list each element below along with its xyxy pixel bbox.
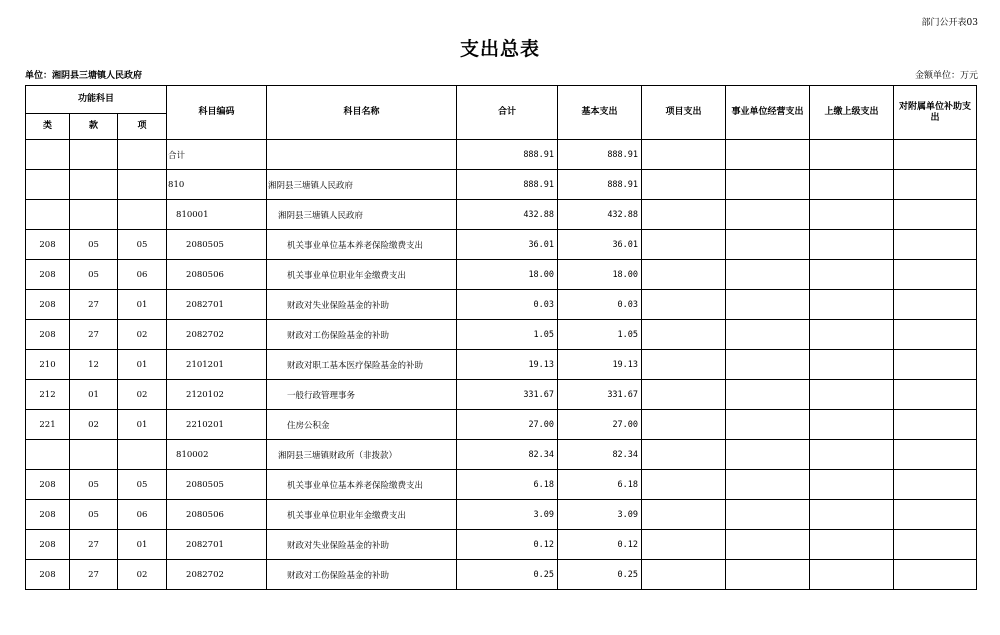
cell-business [726, 470, 810, 500]
cell-upper [810, 260, 894, 290]
cell-subsidy [894, 530, 977, 560]
cell-business [726, 230, 810, 260]
cell-code: 2210201 [167, 410, 267, 440]
cell-kuan: 05 [70, 470, 118, 500]
cell-basic: 432.88 [558, 200, 642, 230]
cell-kuan: 05 [70, 260, 118, 290]
cell-basic: 888.91 [558, 170, 642, 200]
money-unit-label: 金额单位：万元 [914, 71, 978, 81]
cell-lei: 208 [26, 260, 70, 290]
cell-name: 一般行政管理事务 [267, 380, 457, 410]
cell-lei [26, 170, 70, 200]
header-basic: 基本支出 [558, 86, 642, 140]
cell-subsidy [894, 290, 977, 320]
table-row [26, 290, 977, 320]
cell-basic: 82.34 [558, 440, 642, 470]
cell-subsidy [894, 320, 977, 350]
cell-lei: 208 [26, 470, 70, 500]
cell-total: 36.01 [457, 230, 558, 260]
cell-xiang: 01 [118, 350, 167, 380]
cell-upper [810, 410, 894, 440]
cell-xiang: 01 [118, 290, 167, 320]
cell-total: 6.18 [457, 470, 558, 500]
header-upper: 上缴上级支出 [810, 86, 894, 140]
table-row [26, 500, 977, 530]
cell-total: 0.03 [457, 290, 558, 320]
cell-lei: 208 [26, 530, 70, 560]
cell-business [726, 140, 810, 170]
cell-subsidy [894, 560, 977, 590]
header-lei: 类 [26, 114, 70, 140]
header-xiang: 项 [118, 114, 167, 140]
cell-project [642, 530, 726, 560]
header-project: 项目支出 [642, 86, 726, 140]
cell-project [642, 290, 726, 320]
cell-subsidy [894, 230, 977, 260]
cell-project [642, 200, 726, 230]
cell-xiang: 05 [118, 230, 167, 260]
cell-lei: 221 [26, 410, 70, 440]
cell-kuan [70, 200, 118, 230]
cell-code: 2120102 [167, 380, 267, 410]
cell-code: 2080506 [167, 500, 267, 530]
cell-project [642, 230, 726, 260]
cell-total: 1.05 [457, 320, 558, 350]
cell-business [726, 380, 810, 410]
cell-upper [810, 230, 894, 260]
header-business: 事业单位经营支出 [726, 86, 810, 140]
cell-business [726, 170, 810, 200]
cell-kuan: 27 [70, 320, 118, 350]
cell-basic: 0.03 [558, 290, 642, 320]
table-row [26, 410, 977, 440]
cell-upper [810, 440, 894, 470]
table-row [26, 350, 977, 380]
cell-project [642, 500, 726, 530]
cell-code: 810002 [167, 440, 267, 470]
cell-name: 机关事业单位基本养老保险缴费支出 [267, 470, 457, 500]
cell-name: 财政对工伤保险基金的补助 [267, 320, 457, 350]
cell-total: 18.00 [457, 260, 558, 290]
cell-total: 19.13 [457, 350, 558, 380]
table-row [26, 140, 977, 170]
page-title: 支出总表 [459, 38, 540, 60]
cell-subsidy [894, 440, 977, 470]
cell-subsidy [894, 140, 977, 170]
cell-upper [810, 500, 894, 530]
cell-name: 住房公积金 [267, 410, 457, 440]
cell-code: 2082702 [167, 320, 267, 350]
cell-upper [810, 560, 894, 590]
cell-subsidy [894, 410, 977, 440]
cell-upper [810, 380, 894, 410]
table-row [26, 230, 977, 260]
cell-code: 2101201 [167, 350, 267, 380]
cell-name: 财政对工伤保险基金的补助 [267, 560, 457, 590]
cell-total: 888.91 [457, 140, 558, 170]
cell-total: 0.25 [457, 560, 558, 590]
cell-project [642, 410, 726, 440]
cell-xiang [118, 200, 167, 230]
cell-basic: 0.12 [558, 530, 642, 560]
cell-lei: 212 [26, 380, 70, 410]
cell-name: 湘阴县三塘镇人民政府 [267, 170, 457, 200]
header-name: 科目名称 [267, 86, 457, 140]
table-row [26, 560, 977, 590]
table-row [26, 260, 977, 290]
unit-label: 单位：湘阴县三塘镇人民政府 [25, 71, 143, 81]
cell-xiang: 02 [118, 380, 167, 410]
cell-xiang [118, 440, 167, 470]
cell-subsidy [894, 200, 977, 230]
cell-project [642, 320, 726, 350]
cell-kuan: 27 [70, 560, 118, 590]
cell-total: 3.09 [457, 500, 558, 530]
cell-code: 合计 [167, 140, 267, 170]
cell-business [726, 290, 810, 320]
cell-business [726, 500, 810, 530]
cell-total: 0.12 [457, 530, 558, 560]
cell-total: 82.34 [457, 440, 558, 470]
cell-name: 机关事业单位职业年金缴费支出 [267, 500, 457, 530]
cell-business [726, 410, 810, 440]
cell-xiang: 02 [118, 560, 167, 590]
cell-basic: 1.05 [558, 320, 642, 350]
cell-xiang: 05 [118, 470, 167, 500]
cell-xiang: 06 [118, 260, 167, 290]
cell-kuan [70, 170, 118, 200]
cell-business [726, 560, 810, 590]
cell-name: 财政对失业保险基金的补助 [267, 290, 457, 320]
cell-name: 机关事业单位基本养老保险缴费支出 [267, 230, 457, 260]
cell-business [726, 320, 810, 350]
cell-basic: 3.09 [558, 500, 642, 530]
cell-business [726, 440, 810, 470]
cell-xiang: 01 [118, 410, 167, 440]
cell-subsidy [894, 170, 977, 200]
cell-name: 财政对失业保险基金的补助 [267, 530, 457, 560]
cell-basic: 36.01 [558, 230, 642, 260]
cell-business [726, 530, 810, 560]
cell-basic: 888.91 [558, 140, 642, 170]
cell-business [726, 350, 810, 380]
cell-xiang [118, 170, 167, 200]
cell-upper [810, 290, 894, 320]
cell-lei: 208 [26, 500, 70, 530]
cell-total: 432.88 [457, 200, 558, 230]
table-row [26, 200, 977, 230]
cell-subsidy [894, 500, 977, 530]
table-row [26, 440, 977, 470]
cell-code: 2082702 [167, 560, 267, 590]
cell-total: 331.67 [457, 380, 558, 410]
cell-basic: 27.00 [558, 410, 642, 440]
cell-basic: 6.18 [558, 470, 642, 500]
cell-name: 湘阴县三塘镇人民政府 [267, 200, 457, 230]
cell-name: 财政对职工基本医疗保险基金的补助 [267, 350, 457, 380]
cell-business [726, 200, 810, 230]
expenditure-table [25, 85, 977, 590]
cell-name: 机关事业单位职业年金缴费支出 [267, 260, 457, 290]
cell-lei: 210 [26, 350, 70, 380]
cell-subsidy [894, 260, 977, 290]
cell-code: 2080505 [167, 470, 267, 500]
cell-upper [810, 200, 894, 230]
header-subsidy: 对附属单位补助支出 [894, 86, 977, 140]
cell-subsidy [894, 380, 977, 410]
cell-code: 810 [167, 170, 267, 200]
cell-upper [810, 320, 894, 350]
cell-code: 2082701 [167, 290, 267, 320]
cell-xiang: 06 [118, 500, 167, 530]
header-kuan: 款 [70, 114, 118, 140]
cell-kuan: 05 [70, 230, 118, 260]
cell-subsidy [894, 350, 977, 380]
cell-project [642, 140, 726, 170]
cell-project [642, 350, 726, 380]
cell-upper [810, 470, 894, 500]
cell-code: 2080505 [167, 230, 267, 260]
cell-upper [810, 350, 894, 380]
cell-kuan: 05 [70, 500, 118, 530]
cell-kuan: 27 [70, 530, 118, 560]
table-row [26, 320, 977, 350]
table-row [26, 170, 977, 200]
table-row [26, 470, 977, 500]
cell-total: 888.91 [457, 170, 558, 200]
table-row [26, 380, 977, 410]
cell-name: 湘阴县三塘镇财政所（非拨款） [267, 440, 457, 470]
cell-project [642, 470, 726, 500]
cell-project [642, 560, 726, 590]
cell-lei: 208 [26, 320, 70, 350]
cell-basic: 0.25 [558, 560, 642, 590]
cell-code: 2082701 [167, 530, 267, 560]
cell-code: 2080506 [167, 260, 267, 290]
cell-subsidy [894, 470, 977, 500]
cell-kuan: 01 [70, 380, 118, 410]
cell-project [642, 380, 726, 410]
cell-upper [810, 140, 894, 170]
cell-lei [26, 140, 70, 170]
cell-lei [26, 440, 70, 470]
cell-upper [810, 170, 894, 200]
cell-upper [810, 530, 894, 560]
cell-xiang [118, 140, 167, 170]
cell-name [267, 140, 457, 170]
cell-lei: 208 [26, 290, 70, 320]
cell-xiang: 02 [118, 320, 167, 350]
cell-basic: 331.67 [558, 380, 642, 410]
header-code: 科目编码 [167, 86, 267, 140]
cell-basic: 19.13 [558, 350, 642, 380]
cell-project [642, 260, 726, 290]
header-total: 合计 [457, 86, 558, 140]
cell-business [726, 260, 810, 290]
cell-total: 27.00 [457, 410, 558, 440]
cell-kuan: 12 [70, 350, 118, 380]
cell-lei [26, 200, 70, 230]
cell-kuan [70, 440, 118, 470]
cell-project [642, 170, 726, 200]
cell-kuan [70, 140, 118, 170]
cell-kuan: 02 [70, 410, 118, 440]
form-number: 部门公开表03 [921, 18, 978, 28]
cell-project [642, 440, 726, 470]
cell-code: 810001 [167, 200, 267, 230]
cell-lei: 208 [26, 560, 70, 590]
cell-lei: 208 [26, 230, 70, 260]
cell-basic: 18.00 [558, 260, 642, 290]
header-func-subject: 功能科目 [26, 86, 167, 114]
cell-xiang: 01 [118, 530, 167, 560]
cell-kuan: 27 [70, 290, 118, 320]
table-row [26, 530, 977, 560]
